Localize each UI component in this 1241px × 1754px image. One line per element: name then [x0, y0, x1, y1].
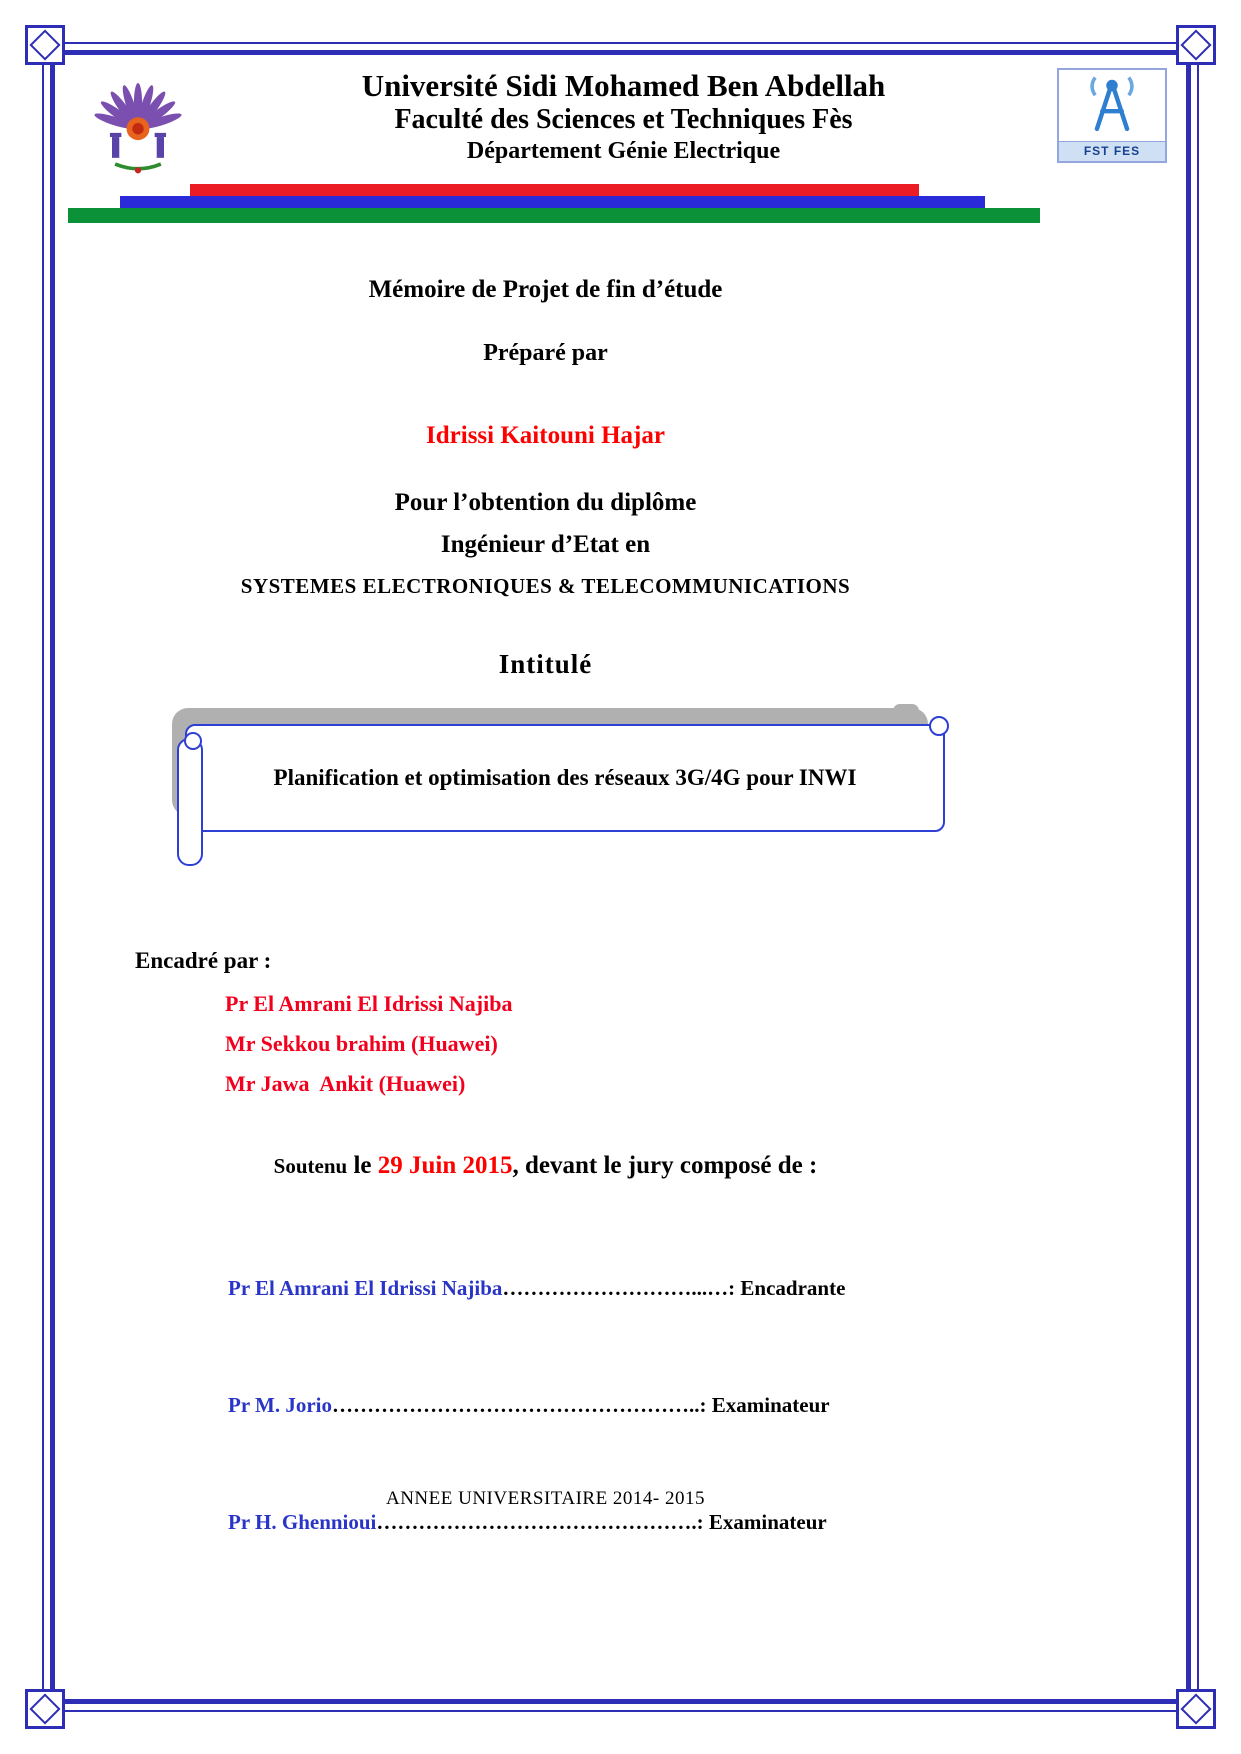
supervisors-list — [225, 984, 1173, 1104]
jury-role: : Examinateur — [696, 1510, 827, 1534]
specialty-line: SYSTEMES ELECTRONIQUES & TELECOMMUNICATIONS — [240, 574, 851, 598]
jury-name: Pr H. Ghennioui — [228, 1510, 377, 1534]
supervisor-name: Pr El Amrani El Idrissi Najiba — [225, 991, 513, 1016]
jury-role: : Examinateur — [699, 1393, 830, 1417]
supervised-by-label: Encadré par : — [135, 948, 272, 973]
faculty-name: Faculté des Sciences et Techniques Fès — [394, 103, 853, 135]
defense-suffix: , devant le jury composé de : — [512, 1152, 818, 1179]
intitule-label: Intitulé — [498, 649, 593, 679]
jury-dots: ………………………...… — [502, 1276, 729, 1300]
prepared-by-label: Préparé par — [483, 340, 608, 366]
green-bar — [68, 208, 1040, 223]
academic-year: ANNEE UNIVERSITAIRE 2014- 2015 — [385, 1488, 706, 1509]
project-title: Planification et optimisation des réseaux 3G/4G pour INWI — [273, 765, 857, 790]
jury-row — [186, 1347, 1173, 1464]
jury-dots: …………………………………………….. — [332, 1393, 700, 1417]
border-corner-ornament — [1176, 1689, 1216, 1729]
defense-le: le — [347, 1152, 378, 1179]
jury-row — [186, 1230, 1173, 1347]
defense-line — [68, 1152, 1023, 1180]
department-name: Département Génie Electrique — [466, 137, 781, 164]
scroll-curl-right-icon — [929, 716, 949, 736]
header-text — [190, 68, 1057, 166]
supervisor-name: Mr Jawa Ankit (Huawei) — [225, 1071, 466, 1096]
defense-date: 29 Juin 2015 — [377, 1152, 513, 1179]
university-crest-logo — [86, 68, 190, 178]
university-name: Université Sidi Mohamed Ben Abdellah — [361, 68, 886, 103]
memoire-title: Mémoire de Projet de fin d’étude — [368, 276, 723, 303]
jury-role: : Encadrante — [728, 1276, 846, 1300]
header — [68, 60, 1173, 178]
scroll-roll-left — [177, 738, 203, 866]
jury-list — [186, 1230, 1173, 1581]
title-scroll — [185, 724, 945, 832]
decorative-bars — [68, 184, 1173, 230]
border-corner-ornament — [25, 25, 65, 65]
jury-name: Pr M. Jorio — [228, 1393, 332, 1417]
jury-dots: ………………………………………. — [376, 1510, 697, 1534]
border-corner-ornament — [25, 1689, 65, 1729]
defense-soutenu: Soutenu — [273, 1154, 348, 1178]
scroll-curl-left-icon — [184, 732, 202, 750]
fst-logo-label: FST FES — [1059, 141, 1165, 161]
jury-row — [186, 1464, 1173, 1581]
page-content — [68, 60, 1173, 1696]
jury-name: Pr El Amrani El Idrissi Najiba — [228, 1276, 503, 1300]
border-corner-ornament — [1176, 25, 1216, 65]
diploma-line: Pour l’obtention du diplôme — [394, 489, 697, 516]
fst-antenna-icon — [1064, 123, 1160, 140]
scroll-body — [185, 724, 945, 832]
degree-line: Ingénieur d’Etat en — [440, 531, 651, 558]
fst-fes-logo — [1057, 68, 1167, 163]
author-name: Idrissi Kaitouni Hajar — [426, 422, 665, 449]
supervisor-name: Mr Sekkou brahim (Huawei) — [225, 1031, 498, 1056]
